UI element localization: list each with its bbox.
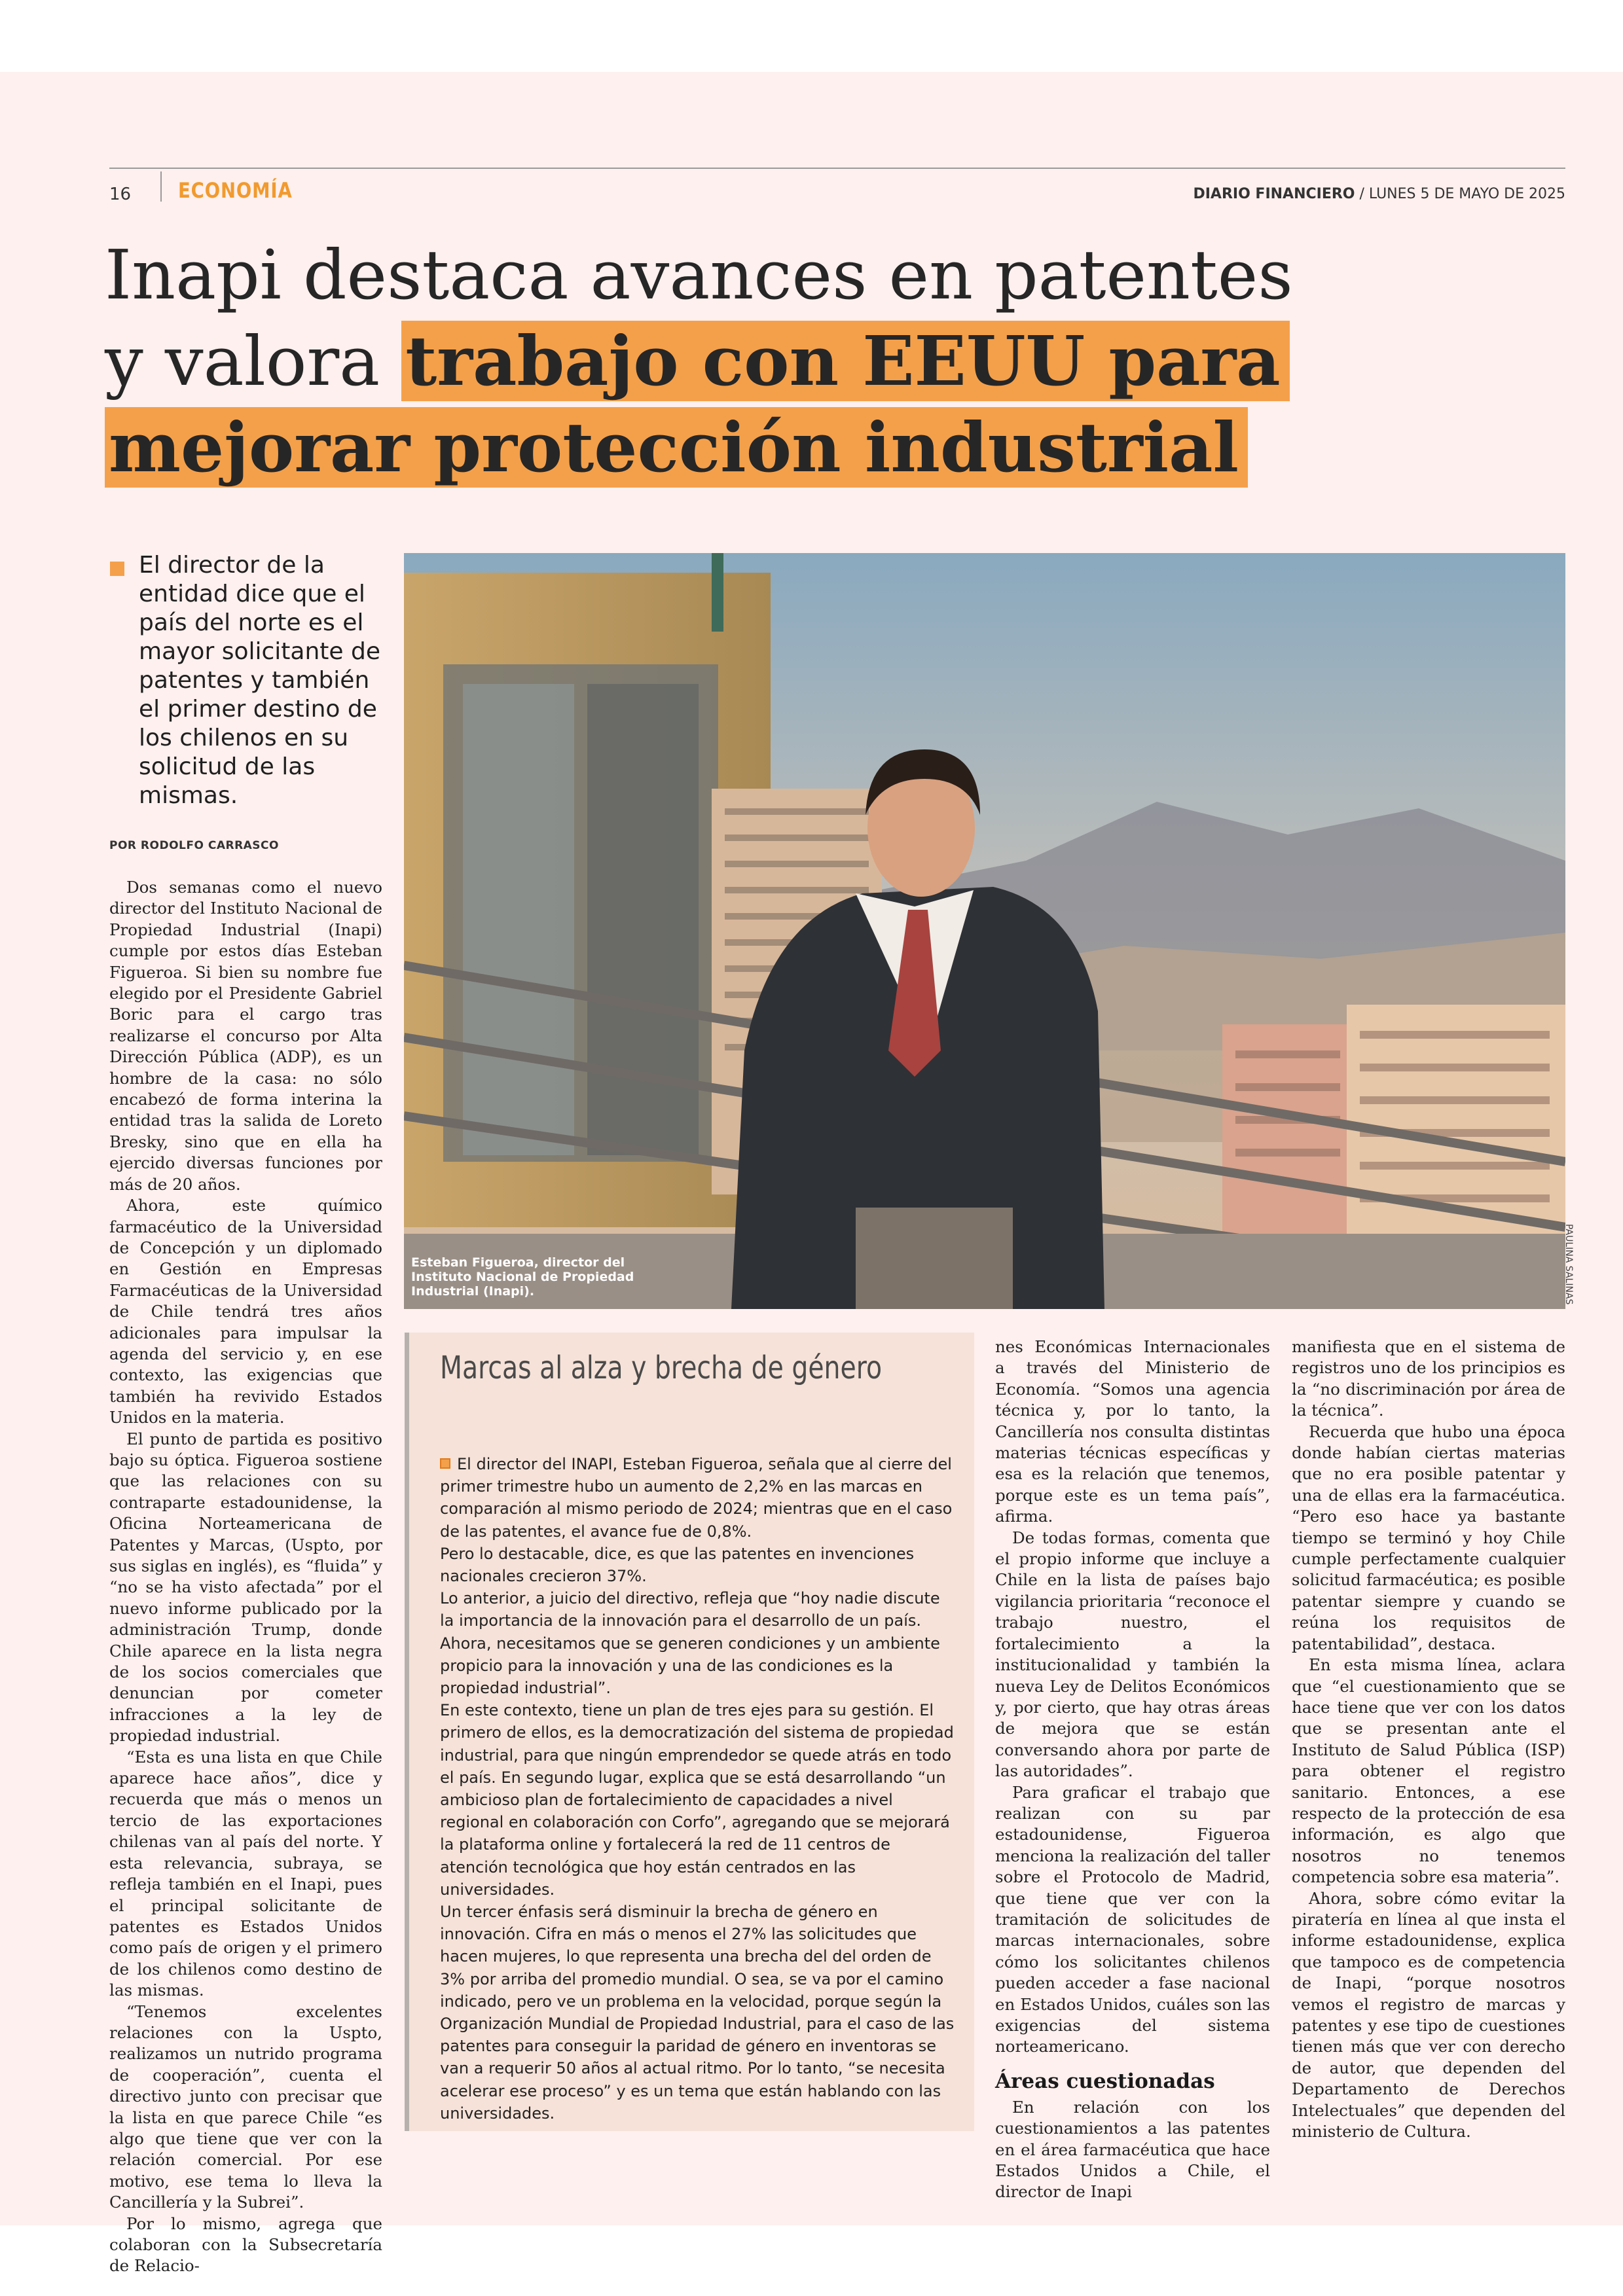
masthead (1193, 186, 1565, 202)
sidebar-paragraph: Pero lo destacable, dice, es que las patentes en invenciones nacionales crecieron 37%. (440, 1544, 915, 1586)
sidebar-paragraph: Lo anterior, a juicio del directivo, refleja que “hoy nadie discute la importancia de la innovación para el desarrollo de un país. Ahora, necesitamos que se generen condiciones y un ambiente propicio para la innovación y una de las condiciones es la propiedad industrial”. (440, 1589, 940, 1698)
body-paragraph: Para graficar el trabajo que realizan con su par estadounidense, Figueroa menciona la realización del taller sobre el Protocolo de Madrid, que tiene que ver con la tramitación de solicitudes de marcas internacionales, sobre cómo los solicitantes chilenos pueden acceder a fase nacional en Estados Unidos, cuáles son las exigencias del sistema norteamericano. (995, 1782, 1270, 2056)
sidebar-rule (405, 1333, 409, 2131)
section-subhead: Áreas cuestionadas (995, 2069, 1215, 2093)
article-photo (404, 553, 1565, 1309)
section-separator (160, 171, 162, 202)
publication-name: DIARIO FINANCIERO (1193, 186, 1355, 202)
headline-highlight-1: trabajo con EEUU para (401, 321, 1289, 401)
body-paragraph: Dos semanas como el nuevo director del Instituto Nacional de Propiedad Industrial (Inapi) cumple por estos días Esteban Figueroa. Si bien su nombre fue elegido por el Presidente Gabriel Boric para el cargo tras realizarse el concurso por Alta Dirección Pública (ADP), es un hombre de la casa: no sólo encabezó de forma interina la entidad tras la salida de Loreto Bresky, sino que en ella ha ejercido diversas funciones por más de 20 años. (109, 878, 382, 1194)
sidebar-text (440, 1453, 957, 2125)
byline: POR RODOLFO CARRASCO (109, 839, 279, 852)
sidebar-paragraph: En este contexto, tiene un plan de tres ejes para su gestión. El primero de ellos, es la democratización del sistema de propiedad industrial, para que ningún emprendedor se quede atrás en todo el país. En segundo lugar, explica que se está desarrollando “un ambicioso plan de fortalecimiento de capacidades a nivel regional en colaboración con Corfo”, agregando que se mejorará la plataforma online y fortalecerá la red de 11 centros de atención tecnológica que hoy están centrados en las universidades. (440, 1701, 954, 1899)
headline-line-2 (105, 318, 1414, 404)
deck-bullet-icon (110, 562, 124, 576)
headline-line-1: Inapi destaca avances en patentes (105, 235, 1293, 315)
body-paragraph: Por lo mismo, agrega que colaboran con la Subsecretaría de Relacio- (109, 2214, 382, 2276)
body-paragraph: nes Económicas Internacionales a través del Ministerio de Economía. “Somos una agencia técnica y, por lo tanto, la Cancillería nos consulta distintas materias técnicas específicas y esa es la relación que tenemos, porque este es un tema país”, afirma. (995, 1337, 1270, 1526)
body-paragraph: En relación con los cuestionamientos a las patentes en el área farmacéutica que hace Estados Unidos a Chile, el director de Inapi (995, 2097, 1270, 2202)
sidebar-bullet-icon (440, 1458, 450, 1469)
headline-plain-text: y valora (105, 321, 380, 401)
article-column-1 (109, 877, 382, 2277)
body-paragraph: “Esta es una lista en que Chile aparece hace años”, dice y recuerda que más o menos un tercio de las exportaciones chilenas van al país del norte. Y esta relevancia, subraya, se refleja también en el Inapi, pues el principal solicitante de patentes es Estados Unidos como país de origen y el primero de los chilenos como destino de las mismas. (109, 1747, 382, 2000)
sidebar-paragraph (440, 1453, 957, 1543)
body-paragraph: El punto de partida es positivo bajo su óptica. Figueroa sostiene que las relaciones con su contraparte estadounidense, la Oficina Norteamericana de Patentes y Marcas, (Uspto, por sus siglas en inglés), es “fluida” y “no se ha visto afectada” por el nuevo informe publicado por la administración Trump, donde Chile aparece en la lista negra de los socios comerciales que denuncian por cometer infracciones a la ley de propiedad industrial. (109, 1429, 382, 1746)
header-rule (109, 168, 1565, 169)
body-paragraph: Ahora, sobre cómo evitar la piratería en línea al que insta el informe estadounidense, explica que tampoco es de competencia de Inapi, “porque nosotros vemos el registro de marcas y patentes y ese tipo de cuestiones tienen más que ver con derecho de autor, que dependen del Departamento de Derechos Intelectuales” que dependen del ministerio de Cultura. (1292, 1888, 1565, 2142)
photo-caption: Esteban Figueroa, director del Instituto Nacional de Propiedad Industrial (Inapi). (411, 1255, 634, 1299)
body-paragraph: Recuerda que hubo una época donde habían ciertas materias que no era posible patentar y una de ellas era la farmacéutica. “Pero eso hace ya bastante tiempo se terminó y hoy Chile cumple perfectamente cualquier solicitud farmacéutica; es posible patentar siempre y cuando se reúna los requisitos de patentabilidad”, destaca. (1292, 1422, 1565, 1653)
article-column-3 (995, 1336, 1270, 2203)
body-paragraph: manifiesta que en el sistema de registros uno de los principios es la “no discriminación por área de la técnica”. (1292, 1337, 1565, 1420)
headline-line-3 (105, 404, 1414, 491)
headline (105, 232, 1414, 491)
article-column-4 (1292, 1336, 1565, 2142)
article-deck: El director de la entidad dice que el país del norte es el mayor solicitante de patentes y también el primer destino de los chilenos en su solicitud de las mismas. (139, 552, 380, 809)
page-number: 16 (109, 185, 132, 204)
sidebar-title: Marcas al alza y brecha de género (440, 1350, 883, 1386)
body-paragraph: De todas formas, comenta que el propio informe que incluye a Chile en la lista de países bajo vigilancia prioritaria “reconoce el trabajo nuestro, el fortalecimiento a la institucionalidad y también la nueva Ley de Delitos Económicos y, por cierto, que hay otras áreas de mejora que se están conversando ahora por parte de las autoridades”. (995, 1528, 1270, 1781)
body-paragraph: “Tenemos excelentes relaciones con la Uspto, realizamos un nutrido programa de cooperación”, cuenta el directivo junto con precisar que la lista en que parece Chile “es algo que tiene que ver con la relación comercial. Por ese motivo, ese tema lo lleva la Cancillería y la Subrei”. (109, 2001, 382, 2212)
photo-illustration (404, 553, 1565, 1309)
body-paragraph: Ahora, este químico farmacéutico de la Universidad de Concepción y un diplomado en Gestión en Empresas Farmacéuticas de la Universidad de Chile tendrá tres años adicionales para impulsar la agenda del servicio y, en ese contexto, las exigencias que también ha revivido Estados Unidos en la materia. (109, 1196, 382, 1427)
section-name: ECONOMÍA (178, 178, 293, 203)
issue-date: / LUNES 5 DE MAYO DE 2025 (1359, 186, 1565, 202)
photo-credit: PAULINA SALINAS (1563, 1224, 1574, 1305)
headline-highlight-2: mejorar protección industrial (105, 407, 1248, 488)
sidebar-paragraph-text: El director del INAPI, Esteban Figueroa, señala que al cierre del primer trimestre hubo un aumento de 2,2% en las marcas en comparación al mismo periodo de 2024; mientras que en el caso de las patentes, el avance fue de 0,8%. (440, 1455, 953, 1541)
body-paragraph: En esta misma línea, aclara que “el cuestionamiento que se hace tiene que ver con los datos que se presentan ante el Instituto de Salud Pública (ISP) para obtener el registro sanitario. Entonces, a ese respecto de la protección de esa información, es algo que nosotros no tenemos competencia sobre esa materia”. (1292, 1655, 1565, 1887)
sidebar-paragraph: Un tercer énfasis será disminuir la brecha de género en innovación. Cifra en más o menos el 27% las solicitudes que hacen mujeres, lo que representa una brecha del del orden de 3% por arriba del promedio mundial. O sea, se va por el camino indicado, pero ve un problema en la velocidad, porque según la Organización Mundial de Propiedad Industrial, para el caso de las patentes para conseguir la paridad de género en inventoras se van a requerir 50 años al actual ritmo. Por lo tanto, “se necesita acelerar ese proceso” y es un tema que están hablando con las universidades. (440, 1903, 955, 2123)
